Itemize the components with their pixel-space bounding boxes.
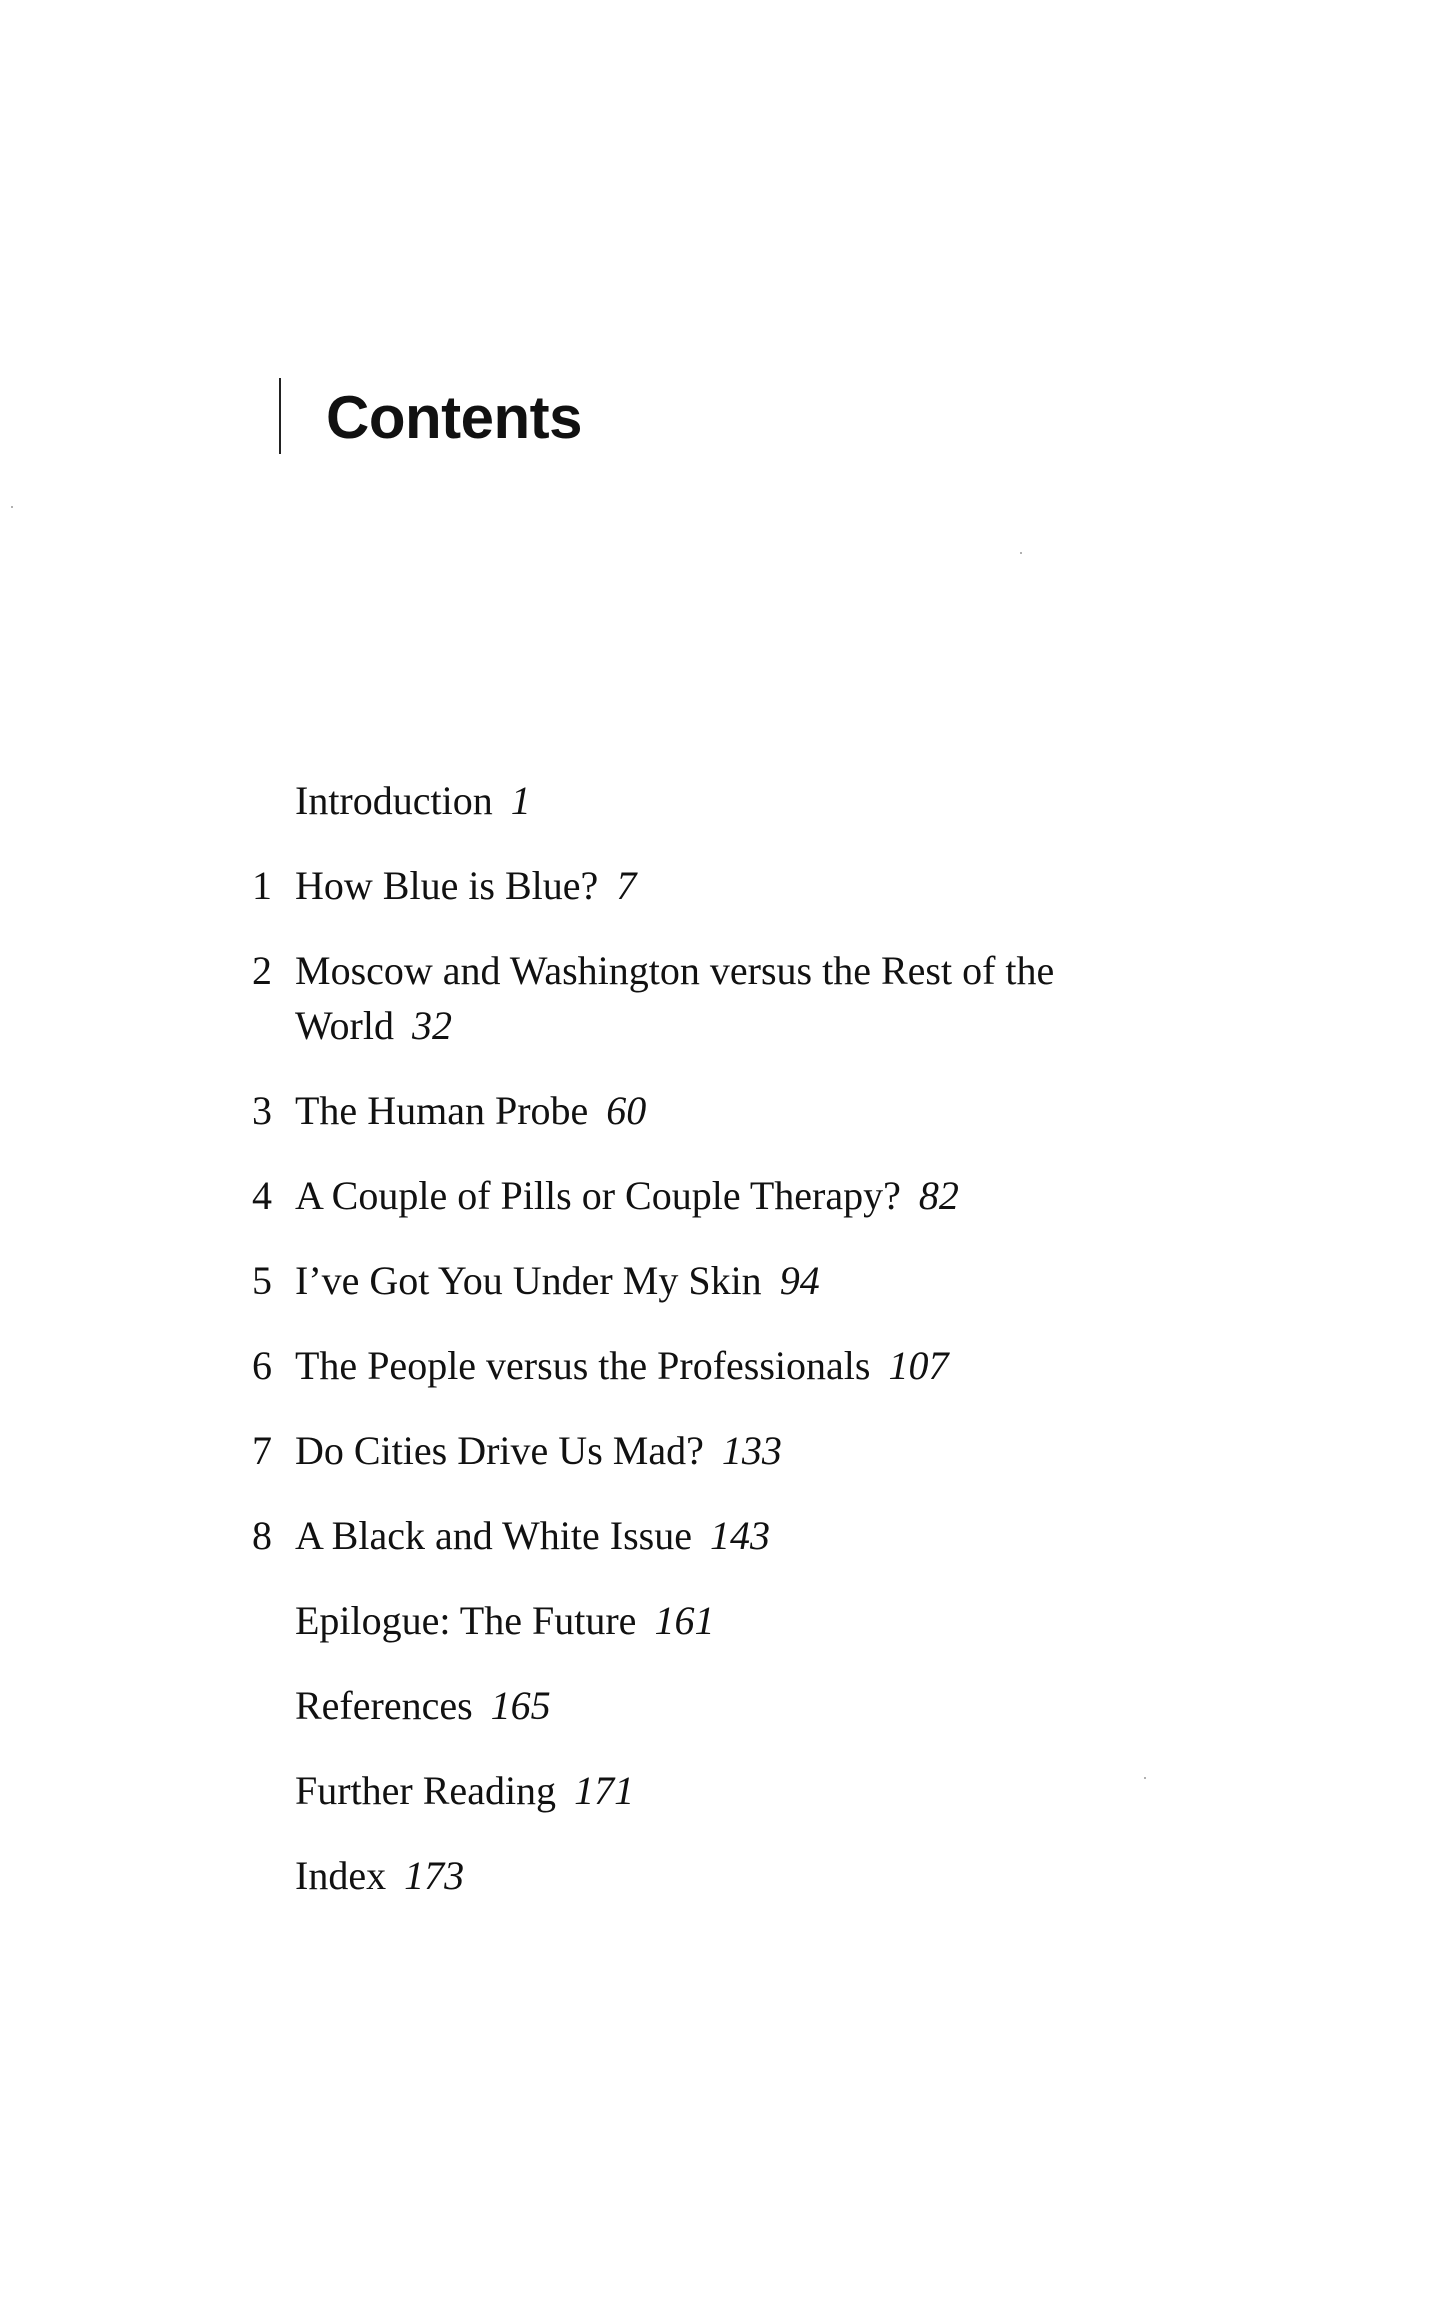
entry-page-number: 173 [404,1853,465,1898]
entry-page-number: 107 [888,1343,949,1388]
entry-title: I’ve Got You Under My Skin [295,1258,762,1303]
scan-speck [1020,552,1022,554]
entry-title: Further Reading [295,1768,557,1813]
entry-page-number: 32 [411,1003,452,1048]
entry-page-number: 1 [510,778,531,823]
entry-title: Moscow and Washington versus the Rest of the World [295,948,1055,1048]
chapter-number: 8 [252,1513,272,1558]
page-title: Contents [326,384,582,451]
entry-page-number: 143 [709,1513,770,1558]
entry-page-number: 94 [779,1258,820,1303]
chapter-number: 1 [252,863,272,908]
scan-speck [1144,1777,1146,1779]
chapter-number: 3 [252,1088,272,1133]
entry-title: How Blue is Blue? [295,863,599,908]
entry-page-number: 171 [574,1768,635,1813]
chapter-number: 2 [252,948,272,993]
entry-page-number: 60 [606,1088,647,1133]
entry-title: Do Cities Drive Us Mad? [295,1428,704,1473]
chapter-number: 4 [252,1173,272,1218]
entry-page-number: 82 [918,1173,959,1218]
entry-page-number: 133 [721,1428,782,1473]
chapter-number: 7 [252,1428,272,1473]
entry-title: Introduction [295,778,493,823]
entry-title: A Couple of Pills or Couple Therapy? [295,1173,901,1218]
entry-page-number: 165 [490,1683,551,1728]
entry-page-number: 7 [616,863,637,908]
chapter-number: 6 [252,1343,272,1388]
entry-title: Index [295,1853,387,1898]
scan-speck [11,506,13,508]
entry-page-number: 161 [654,1598,715,1643]
entry-title: Epilogue: The Future [295,1598,637,1643]
entry-title: The People versus the Professionals [295,1343,871,1388]
entry-title: A Black and White Issue [295,1513,692,1558]
entry-title: The Human Probe [295,1088,589,1133]
chapter-number: 5 [252,1258,272,1303]
entry-title: References [295,1683,473,1728]
